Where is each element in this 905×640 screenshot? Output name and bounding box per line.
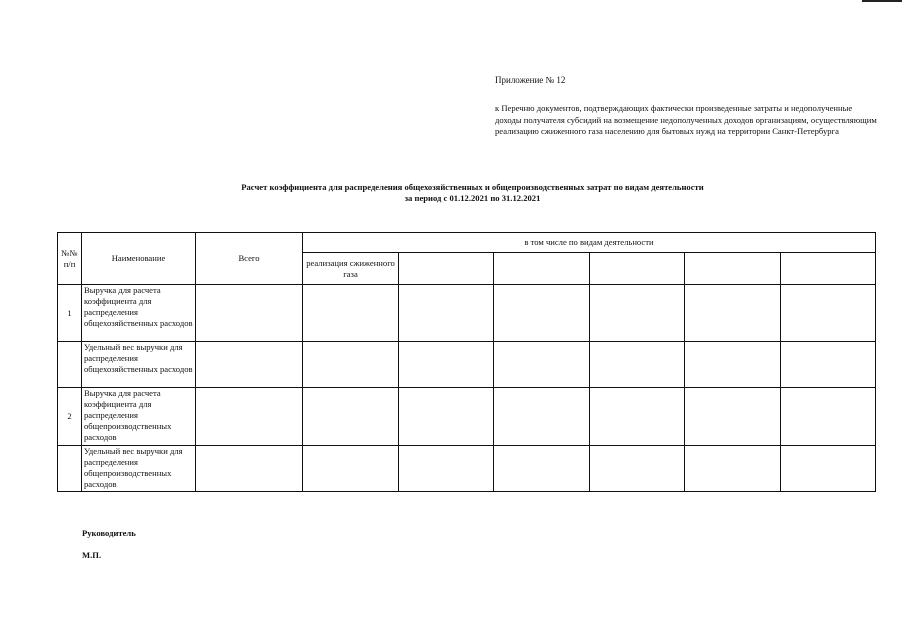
cell [590,388,685,446]
cell [590,285,685,342]
row-name: Выручка для расчета коэффициента для распределения общепроизводственных расходов [82,388,196,446]
cell-total [196,285,303,342]
row-name: Удельный вес выручки для распределения общепроизводственных расходов [82,446,196,492]
cell [494,285,590,342]
cell-total [196,446,303,492]
appendix-number: Приложение № 12 [495,75,566,85]
cell [685,342,781,388]
stamp-place-label: М.П. [82,550,102,560]
cell [399,446,494,492]
cell [590,342,685,388]
cell [685,285,781,342]
cell [494,446,590,492]
header-number: №№ п/п [58,233,82,285]
top-edge-line [862,0,902,2]
cell-total [196,342,303,388]
header-activity-group: в том числе по видам деятельности [303,233,876,253]
header-name: Наименование [82,233,196,285]
header-activity-empty [399,253,494,285]
header-activity-empty [590,253,685,285]
cell [303,446,399,492]
cell [494,342,590,388]
table-row [58,285,876,342]
calculation-table [57,232,876,492]
cell [399,285,494,342]
row-number: 1 [58,285,82,342]
row-name: Выручка для расчета коэффициента для распределения общехозяйственных расходов [82,285,196,342]
row-number [58,446,82,492]
signature-head-label: Руководитель [82,528,136,538]
row-number: 2 [58,388,82,446]
row-number [58,342,82,388]
header-activity-lpg: реализация сжиженного газа [303,253,399,285]
header-total: Всего [196,233,303,285]
cell [494,388,590,446]
cell [781,285,876,342]
cell [303,285,399,342]
cell [781,342,876,388]
cell [685,446,781,492]
header-activity-empty [781,253,876,285]
cell [399,342,494,388]
document-title: Расчет коэффициента для распределения общехозяйственных и общепроизводственных затрат по видам деятельности [241,182,704,192]
header-activity-empty [685,253,781,285]
cell [781,388,876,446]
table-row [58,342,876,388]
cell [399,388,494,446]
cell [685,388,781,446]
cell-total [196,388,303,446]
row-name: Удельный вес выручки для распределения общехозяйственных расходов [82,342,196,388]
cell [303,388,399,446]
table-row [58,388,876,446]
cell [781,446,876,492]
appendix-description: к Перечню документов, подтверждающих фактически произведенные затраты и недополученные доходы получателя субсидий на возмещение недополученных доходов организациям, осуществляющим реализацию сжиженного газа населению для бытовых нужд на территории Санкт-Петербурга [495,103,877,137]
cell [590,446,685,492]
document-period: за период с 01.12.2021 по 31.12.2021 [404,193,541,203]
cell [303,342,399,388]
header-activity-empty [494,253,590,285]
table-row [58,446,876,492]
